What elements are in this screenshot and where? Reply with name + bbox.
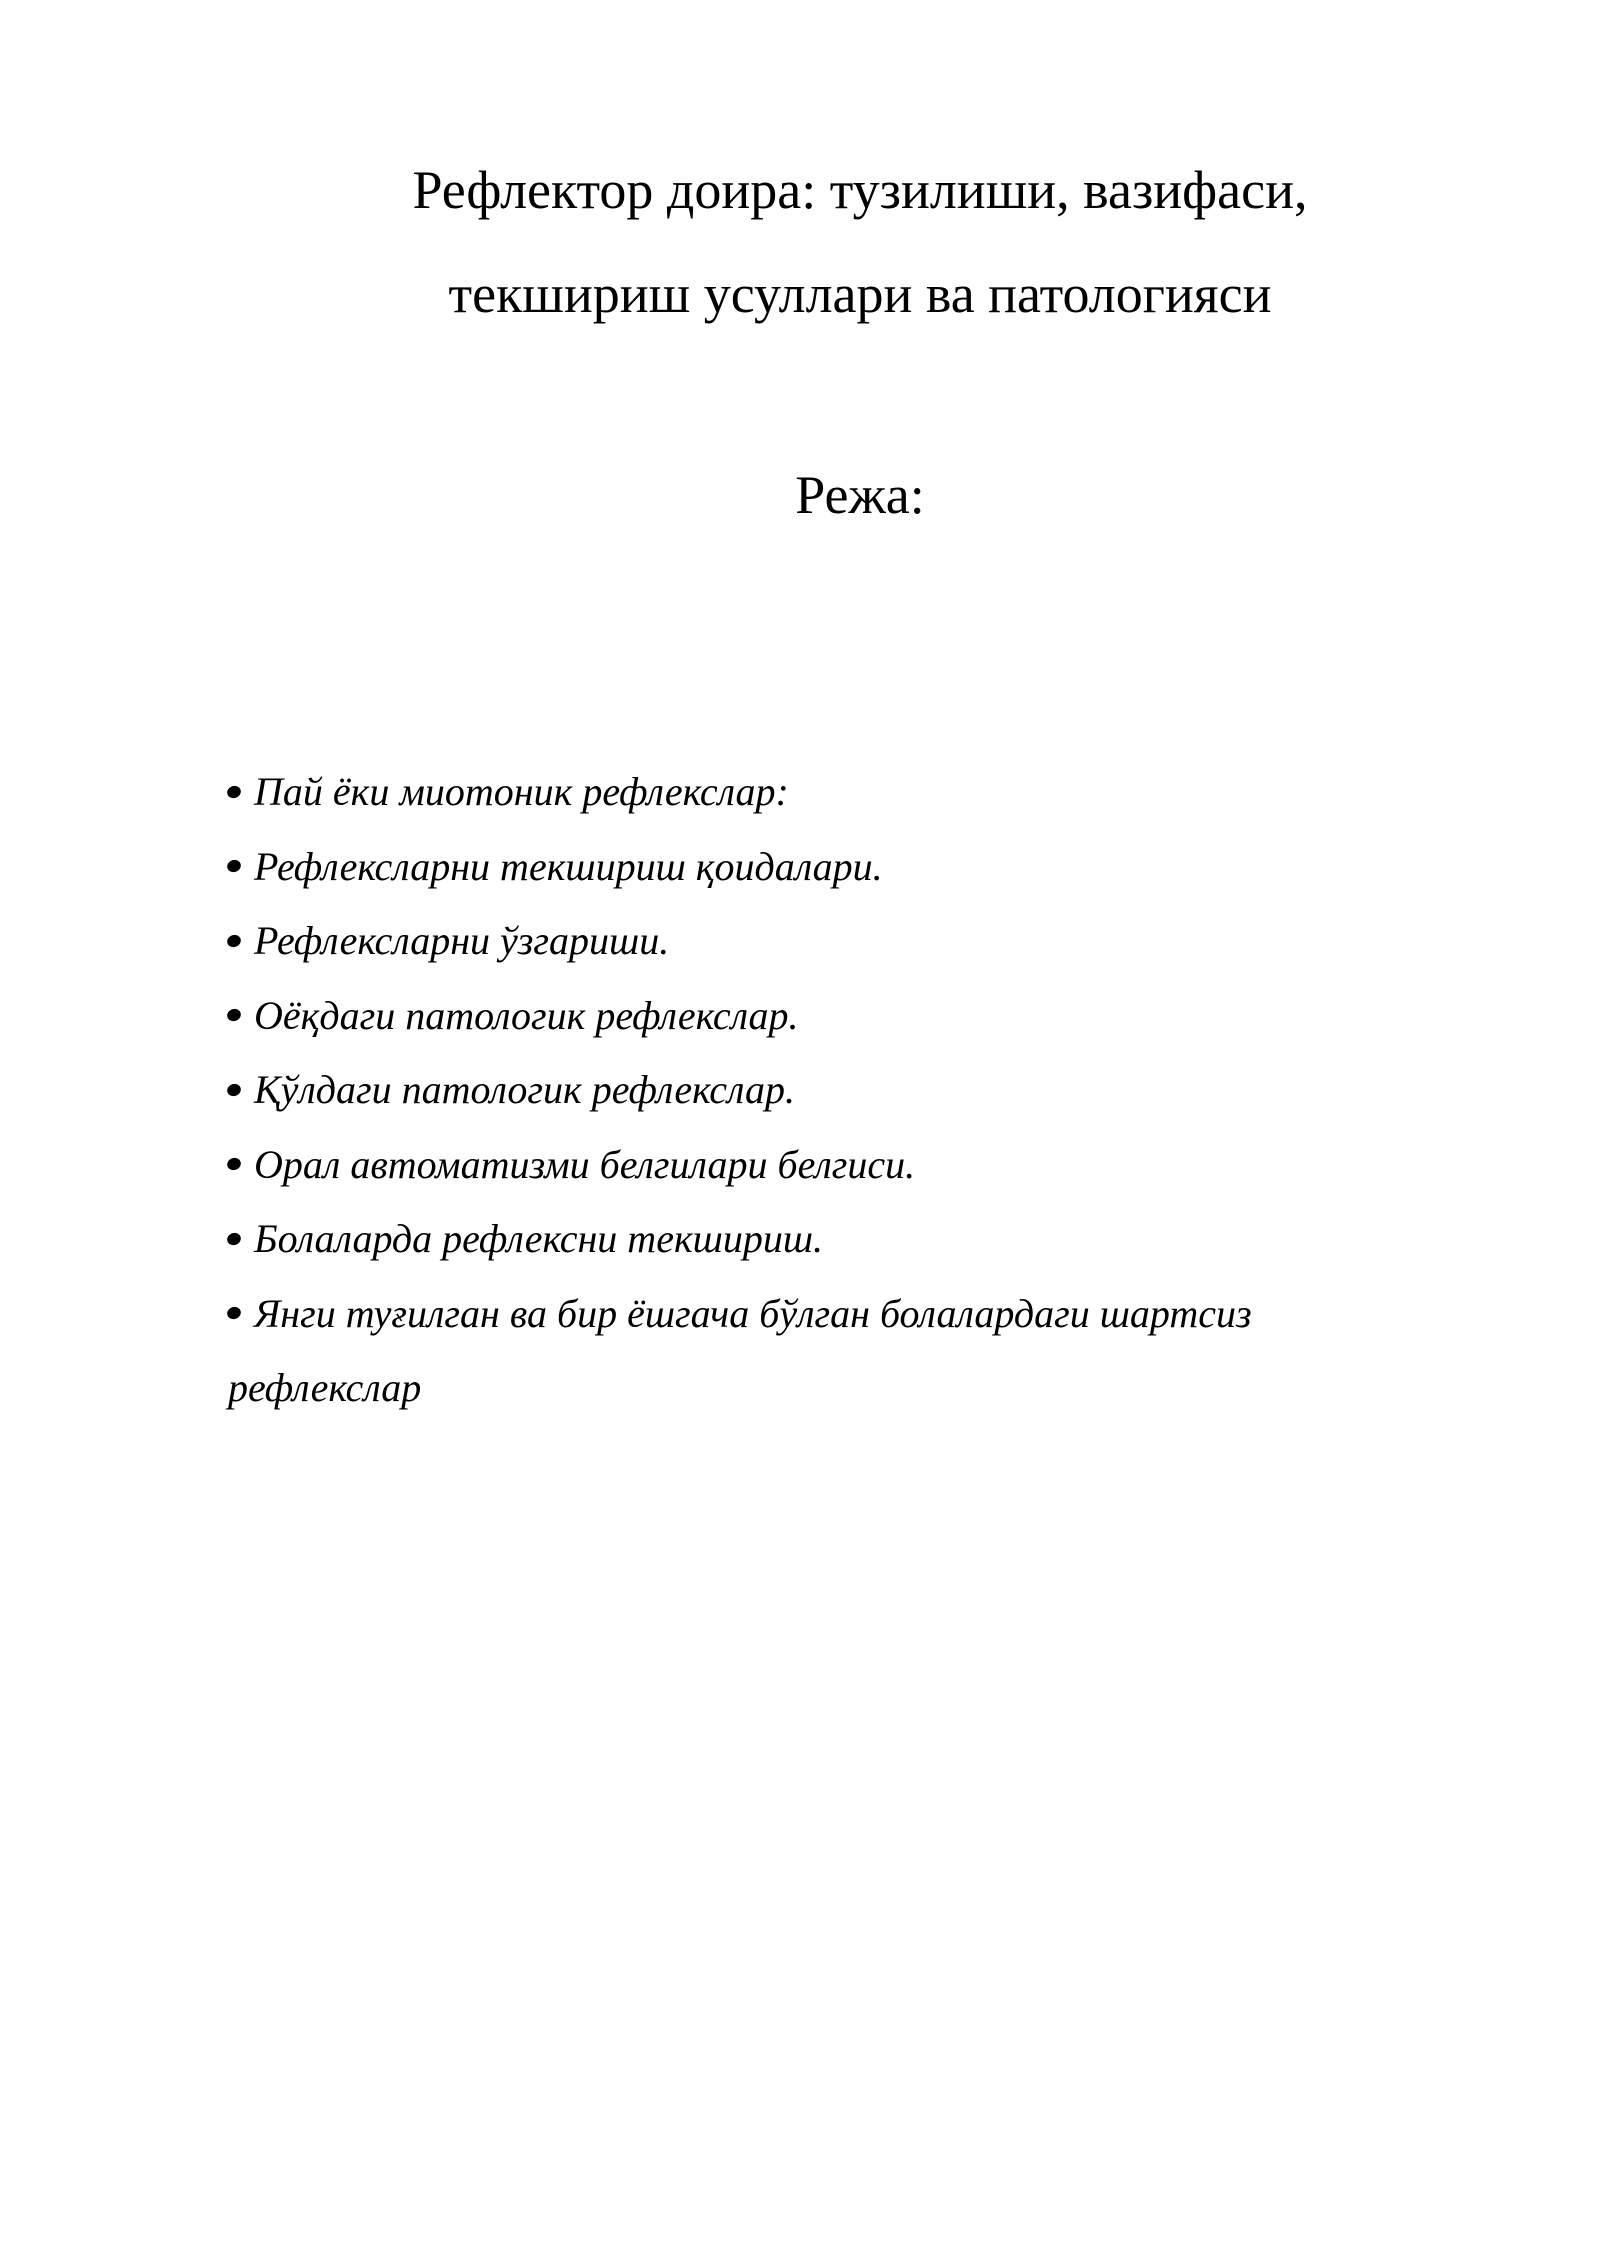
plan-item-text: Қўлдаги патологик рефлекслар. <box>254 1067 795 1112</box>
plan-item <box>228 1277 1408 1426</box>
plan-heading: Режа: <box>795 465 925 525</box>
plan-item-text: Болаларда рефлексни текшириш. <box>254 1216 824 1261</box>
plan-item-text: Оёқдаги патологик рефлекслар. <box>254 992 799 1038</box>
plan-item-text: Янги туғилган ва бир ёшгача бўлган болалардаги шартсиз рефлекслар <box>228 1290 1252 1410</box>
bullet-icon <box>225 1305 242 1321</box>
plan-item-text: Рефлексларни ўзгариши. <box>254 918 670 963</box>
plan-item-text: Орал автоматизми белгилари белгиси. <box>254 1141 916 1187</box>
bullet-icon <box>225 1231 242 1247</box>
document-title <box>300 138 1420 346</box>
plan-item <box>228 830 1408 905</box>
title-line-1: Рефлектор доира: тузилиши, вазифаси, <box>412 160 1308 220</box>
bullet-icon <box>225 1007 242 1023</box>
plan-item-text: Пай ёки миотоник рефлекслар: <box>254 769 789 814</box>
plan-item <box>228 755 1408 830</box>
bullet-icon <box>225 1082 242 1098</box>
plan-item <box>228 1202 1408 1277</box>
plan-list <box>228 755 1408 1426</box>
plan-item <box>228 1053 1408 1128</box>
bullet-icon <box>225 1156 242 1172</box>
title-line-2: текшириш усуллари ва патологияси <box>448 264 1272 324</box>
bullet-icon <box>225 858 242 874</box>
plan-item <box>228 979 1408 1054</box>
plan-item-text: Рефлексларни текшириш қоидалари. <box>254 843 883 889</box>
plan-item <box>228 904 1408 979</box>
bullet-icon <box>225 784 242 800</box>
plan-item <box>228 1128 1408 1203</box>
bullet-icon <box>225 933 242 949</box>
